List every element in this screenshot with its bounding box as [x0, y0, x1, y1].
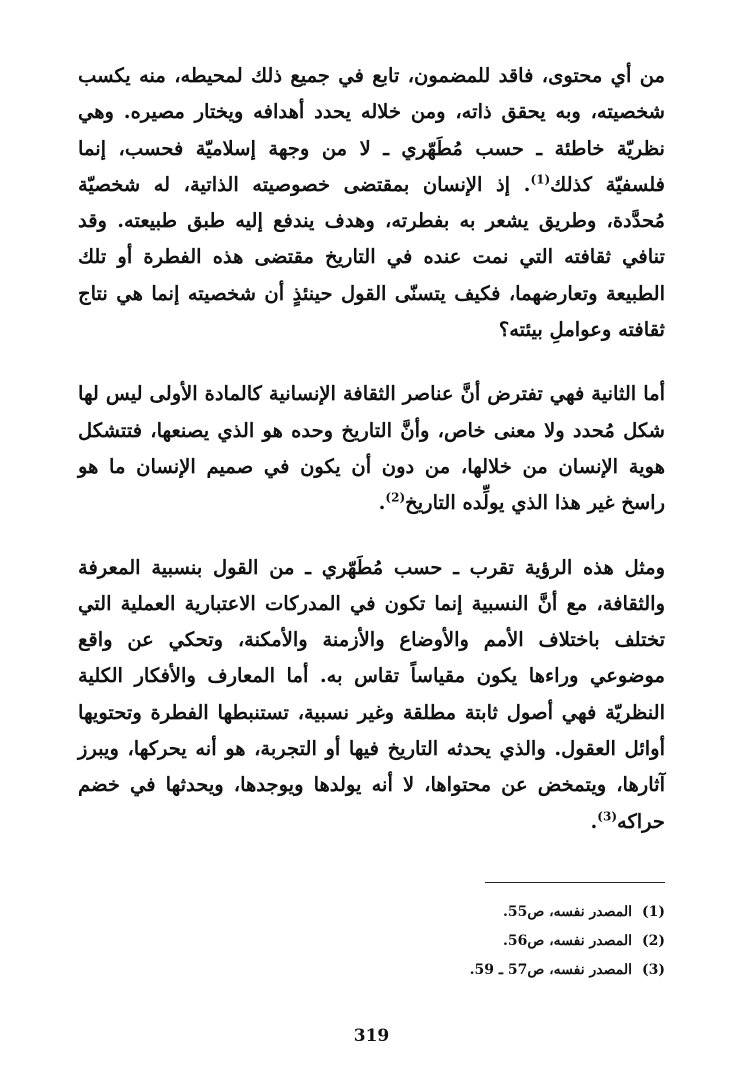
paragraph-text: أما الثانية فهي تفترض أنَّ عناصر الثقافة الإنسانية كالمادة الأولى ليس لها شكل مُحدد ولا معنى خاص، وأنَّ التاريخ وحده هو الذي يصنعها، فتتشكل هوية الإنسان من خلالها، من دون أن يكون في صميم الإنسان ما هو راسخ غير هذا الذي يولِّده التاريخ [78, 382, 665, 515]
footnote-text: المصدر نفسه، ص57 ـ 59. [469, 962, 632, 978]
body-text [78, 58, 665, 840]
paragraph-text: من أي محتوى، فاقد للمضمون، تابع في جميع ذلك لمحيطه، منه يكسب شخصيته، وبه يحقق ذاته، ومن خلاله يحدد أهدافه ويختار مصيره. وهي نظريّة خاطئة ـ حسب مُطَهّري ـ لا من وجهة إسلاميّة فحسب، إنما فلسفيّة كذلك [78, 64, 665, 196]
paragraph-text: . [590, 809, 598, 833]
page-number: 319 [353, 1026, 390, 1046]
footnote-reference: (2) [385, 490, 406, 505]
paragraph [78, 58, 665, 348]
footnote-number: (1) [642, 904, 665, 920]
paragraph-text: ومثل هذه الرؤية تقرب ـ حسب مُطَهّري ـ من القول بنسبية المعرفة والثقافة، مع أنَّ النسبية إنما تكون في المدركات الاعتبارية العملية التي تختلف باختلاف الأمم والأوضاع والأزمنة والأمكنة، وتحكي عن واقع موضوعي وراءها يكون مقياساً تقاس به. أما المعارف والأفكار الكلية النظريّة فهي أصول ثابتة مطلقة وغير نسبية، تستنبطها الفطرة وتحتويها أوائل العقول. والذي يحدثه التاريخ فيها أو التجربة، هو أنه يحركها، ويبرز آثارها، ويتمخض عن محتواها، لا أنه يولدها ويوجدها، ويحدثها في خضم حراكه [78, 555, 665, 833]
footnote [78, 898, 665, 927]
footnote-reference: (3) [597, 809, 618, 824]
footnote-number: (3) [642, 962, 665, 978]
footnote-number: (2) [642, 933, 665, 949]
footnote [78, 927, 665, 956]
footnote [78, 956, 665, 985]
footnote-text: المصدر نفسه، ص56. [502, 933, 632, 949]
footnote-text: المصدر نفسه، ص55. [502, 904, 632, 920]
paragraph [78, 550, 665, 840]
paragraph-text: . إذ الإنسان بمقتضى خصوصيته الذاتية، له شخصيّة مُحدَّدة، وطريق يشعر به بفطرته، وهدف يندفع إليه طبق طبيعته. وقد تنافي ثقافته التي نمت عنده في التاريخ مقتضى هذه الفطرة أو تلك الطبيعة وتعارضهما، فكيف يتسنّى القول حينئذٍ أن شخصيته إنما هي نتاج ثقافته وعواملِ بيئته؟ [78, 172, 665, 342]
paragraph-text: . [378, 491, 386, 515]
paragraph [78, 376, 665, 521]
footnote-separator [485, 882, 665, 883]
footnote-reference: (1) [530, 172, 551, 187]
footnotes-list [78, 898, 665, 985]
